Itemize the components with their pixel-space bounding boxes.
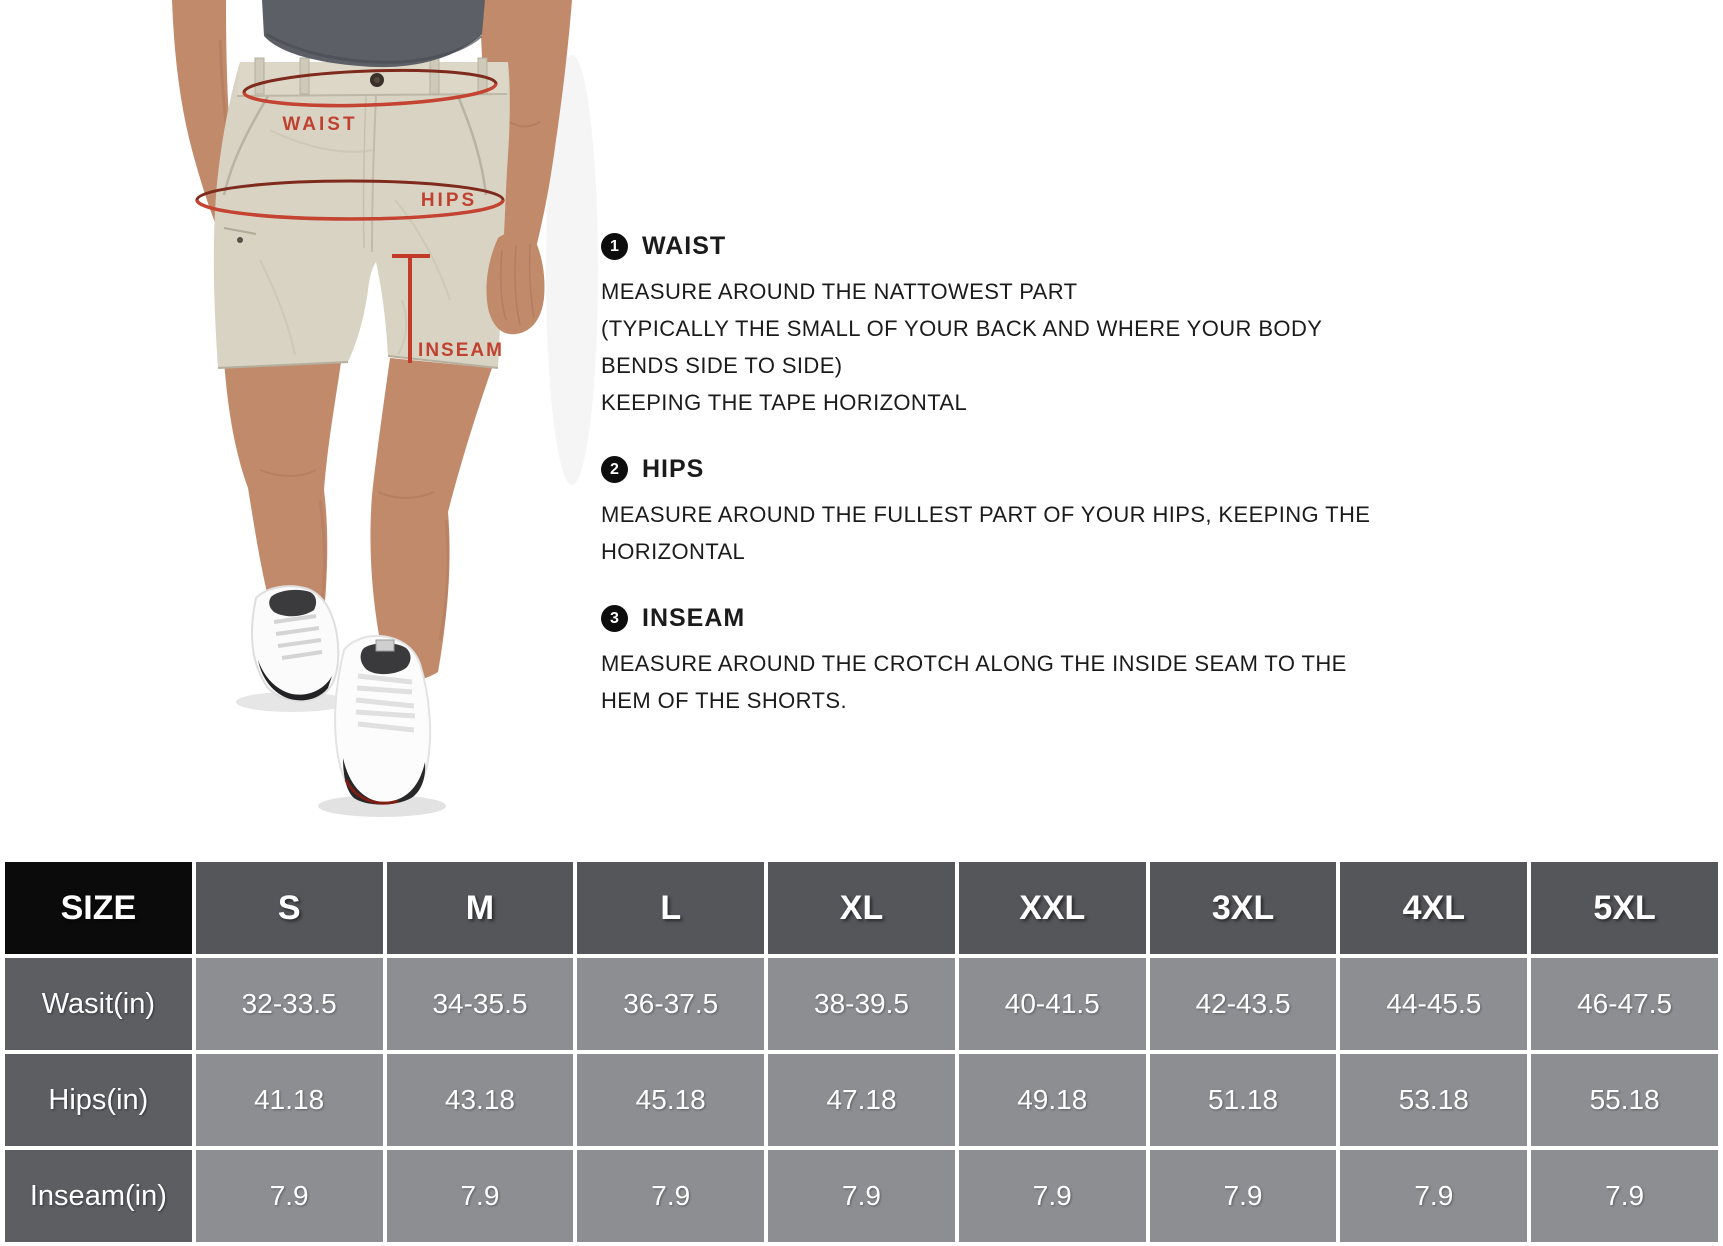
measuring-instructions bbox=[601, 232, 1371, 753]
instruction-title: WAIST bbox=[642, 232, 727, 260]
size-header-5xl: 5XL bbox=[1531, 862, 1718, 954]
size-header-l: L bbox=[577, 862, 764, 954]
product-photo bbox=[120, 0, 600, 860]
row-label-inseam: Inseam(in) bbox=[5, 1150, 192, 1242]
row-label-hips: Hips(in) bbox=[5, 1054, 192, 1146]
table-cell: 7.9 bbox=[1531, 1150, 1718, 1242]
instruction-inseam bbox=[601, 604, 1361, 719]
instruction-line: HEM OF THE SHORTS. bbox=[601, 688, 847, 713]
table-cell: 7.9 bbox=[387, 1150, 574, 1242]
table-cell: 41.18 bbox=[196, 1054, 383, 1146]
zipper-pull bbox=[237, 237, 243, 243]
row-label-waist: Wasit(in) bbox=[5, 958, 192, 1050]
right-shoe bbox=[335, 636, 430, 805]
table-cell: 51.18 bbox=[1150, 1054, 1337, 1146]
table-cell: 55.18 bbox=[1531, 1054, 1718, 1146]
table-cell: 47.18 bbox=[768, 1054, 955, 1146]
instruction-line: KEEPING THE TAPE HORIZONTAL bbox=[601, 390, 968, 415]
hips-overlay-label: HIPS bbox=[420, 190, 478, 211]
table-cell: 7.9 bbox=[577, 1150, 764, 1242]
bullet-3-icon: 3 bbox=[601, 605, 628, 632]
instruction-title: HIPS bbox=[642, 455, 705, 483]
instruction-line: (TYPICALLY THE SMALL OF YOUR BACK AND WHERE YOUR BODY bbox=[601, 316, 1323, 341]
instruction-line: HORIZONTAL bbox=[601, 539, 746, 564]
table-cell: 32-33.5 bbox=[196, 958, 383, 1050]
instruction-line: MEASURE AROUND THE CROTCH ALONG THE INSIDE SEAM TO THE bbox=[601, 651, 1347, 676]
table-cell: 44-45.5 bbox=[1340, 958, 1527, 1050]
bullet-1-icon: 1 bbox=[601, 233, 628, 260]
instruction-title: INSEAM bbox=[642, 604, 746, 632]
table-cell: 7.9 bbox=[768, 1150, 955, 1242]
table-cell: 53.18 bbox=[1340, 1054, 1527, 1146]
table-cell: 7.9 bbox=[196, 1150, 383, 1242]
table-cell: 34-35.5 bbox=[387, 958, 574, 1050]
instruction-hips bbox=[601, 455, 1371, 570]
left-shoe bbox=[252, 586, 338, 701]
table-cell: 36-37.5 bbox=[577, 958, 764, 1050]
size-header-3xl: 3XL bbox=[1150, 862, 1337, 954]
waist-overlay-label: WAIST bbox=[282, 114, 358, 135]
size-col-header: SIZE bbox=[5, 862, 192, 954]
table-cell: 7.9 bbox=[1150, 1150, 1337, 1242]
table-cell: 49.18 bbox=[959, 1054, 1146, 1146]
size-header-m: M bbox=[387, 862, 574, 954]
table-cell: 38-39.5 bbox=[768, 958, 955, 1050]
size-table bbox=[5, 862, 1718, 1242]
table-cell: 45.18 bbox=[577, 1054, 764, 1146]
instruction-waist bbox=[601, 232, 1361, 421]
table-cell: 43.18 bbox=[387, 1054, 574, 1146]
size-header-4xl: 4XL bbox=[1340, 862, 1527, 954]
shirt-hem bbox=[262, 0, 485, 67]
right-leg bbox=[370, 358, 492, 681]
table-cell: 7.9 bbox=[959, 1150, 1146, 1242]
instruction-line: BENDS SIDE TO SIDE) bbox=[601, 353, 843, 378]
instruction-line: MEASURE AROUND THE FULLEST PART OF YOUR HIPS, KEEPING THE bbox=[601, 502, 1371, 527]
table-cell: 7.9 bbox=[1340, 1150, 1527, 1242]
table-cell: 42-43.5 bbox=[1150, 958, 1337, 1050]
instruction-line: MEASURE AROUND THE NATTOWEST PART bbox=[601, 279, 1078, 304]
size-header-xxl: XXL bbox=[959, 862, 1146, 954]
bullet-2-icon: 2 bbox=[601, 456, 628, 483]
inseam-overlay-label: INSEAM bbox=[418, 340, 504, 361]
size-header-xl: XL bbox=[768, 862, 955, 954]
table-cell: 46-47.5 bbox=[1531, 958, 1718, 1050]
table-cell: 40-41.5 bbox=[959, 958, 1146, 1050]
size-header-s: S bbox=[196, 862, 383, 954]
